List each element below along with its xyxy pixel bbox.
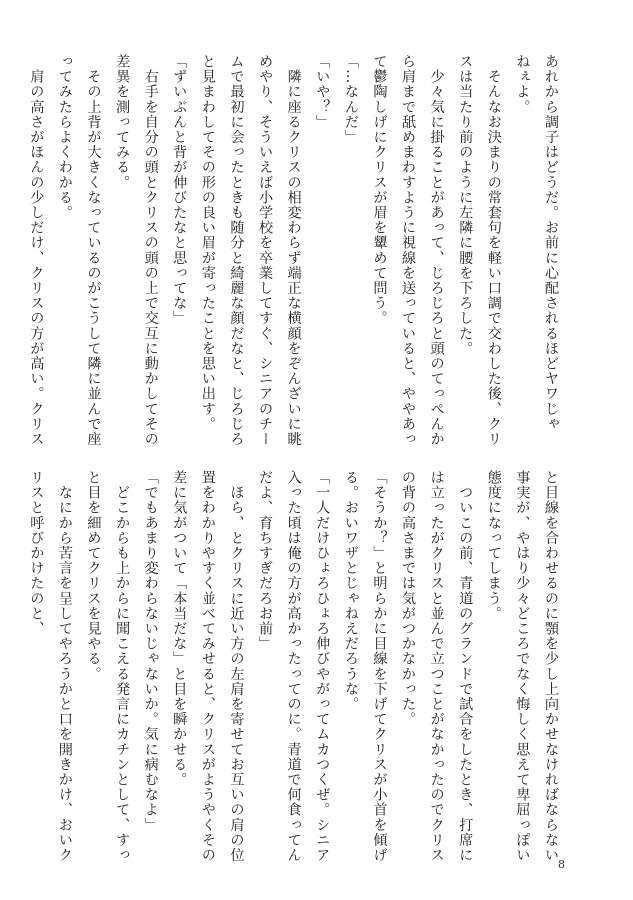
text-line: て鬱陶しげにクリスが眉を顰めて問う。 — [371, 54, 388, 326]
text-line: ほら、とクリスに近い方の左肩を寄せてお互いの肩の位 — [228, 470, 245, 863]
text-line: ら肩まで舐めまわすように視線を送っていると、ややあっ — [400, 54, 417, 447]
text-line: 態度になってしまう。 — [485, 470, 502, 621]
text-line: ねぇよ。 — [514, 54, 531, 115]
text-line: る。おいワザとじゃねえだろうな。 — [342, 470, 359, 712]
text-line: リスと呼びかけたのと、 — [28, 470, 45, 637]
text-line: 事実が、やはり少々どころでなく悔しく思えて卑屈っぽい — [514, 470, 531, 863]
text-line: 右手を自分の頭とクリスの頭の上で交互に動かしてその — [142, 54, 159, 447]
text-line: 少々気に掛ることがあって、じろじろと頭のてっぺんか — [428, 54, 445, 447]
text-line: その上背が大きくなっているのがこうして隣に並んで座 — [85, 54, 102, 447]
text-line: 「ずいぶんと背が伸びたなと思ってな」 — [171, 54, 188, 326]
text-line: 「いや？」 — [314, 54, 331, 130]
text-line: ムで最初に会ったときも随分と綺麗な顔だなと、じろじろ — [228, 54, 245, 447]
text-line: 入った頃は俺の方が高かったってのに。青道で何食ってん — [285, 470, 302, 863]
lower-text-block — [28, 470, 565, 863]
text-line: だよ、育ちすぎだろお前」 — [257, 470, 274, 652]
text-line: 「そうか？」と明らかに目線を下げてクリスが小首を傾げ — [371, 470, 388, 863]
text-line: どこからも上からに聞こえる発言にカチンとして、すっ — [114, 470, 131, 863]
text-line: 「でもあまり変わらないじゃないか。気に病むなよ」 — [142, 470, 159, 833]
text-line: と目を細めてクリスを見やる。 — [85, 470, 102, 682]
text-line: そんなお決まりの常套句を軽い口調で交わした後、クリ — [485, 54, 502, 447]
text-line: ついこの前、青道のグランドで試合をしたとき、打席に — [457, 470, 474, 863]
page-number: 8 — [558, 858, 565, 871]
text-line: と見まわしてその形の良い眉が寄ったことを思い出す。 — [199, 54, 216, 432]
text-line: 「一人だけひょろひょろ伸びやがってムカつくぜ。シニア — [314, 470, 331, 863]
upper-text-block — [28, 54, 565, 447]
text-line: なにから苦言を呈してやろうかと口を開きかけ、おいク — [56, 470, 73, 863]
text-line: 差異を測ってみる。 — [114, 54, 131, 190]
text-line: スは当たり前のように左隣に腰を下ろした。 — [457, 54, 474, 356]
text-line: 隣に座るクリスの相変わらず端正な横顔をぞんざいに眺 — [285, 54, 302, 447]
text-line: あれから調子はどうだ。お前に心配されるほどヤワじゃ — [543, 54, 559, 432]
text-line: と目線を合わせるのに顎を少し上向かせなければならない — [543, 470, 559, 863]
text-line: 置をわかりやすく並べてみせると、クリスがようやくその — [199, 470, 216, 863]
text-line: は立ったがクリスと並んで立つことがなかったのでクリス — [428, 470, 445, 863]
text-line: 差に気がついて「本当だな」と目を瞬かせる。 — [171, 470, 188, 788]
text-line: の背の高さまでは気がつかなかった。 — [400, 470, 417, 727]
text-line: めやり、そういえば小学校を卒業してすぐ、シニアのチー — [257, 54, 274, 447]
text-line: 肩の高さがほんの少しだけ、クリスの方が高い。クリス — [28, 54, 45, 447]
text-line: ってみたらよくわかる。 — [56, 54, 73, 221]
text-line: 「…なんだ」 — [342, 54, 359, 145]
